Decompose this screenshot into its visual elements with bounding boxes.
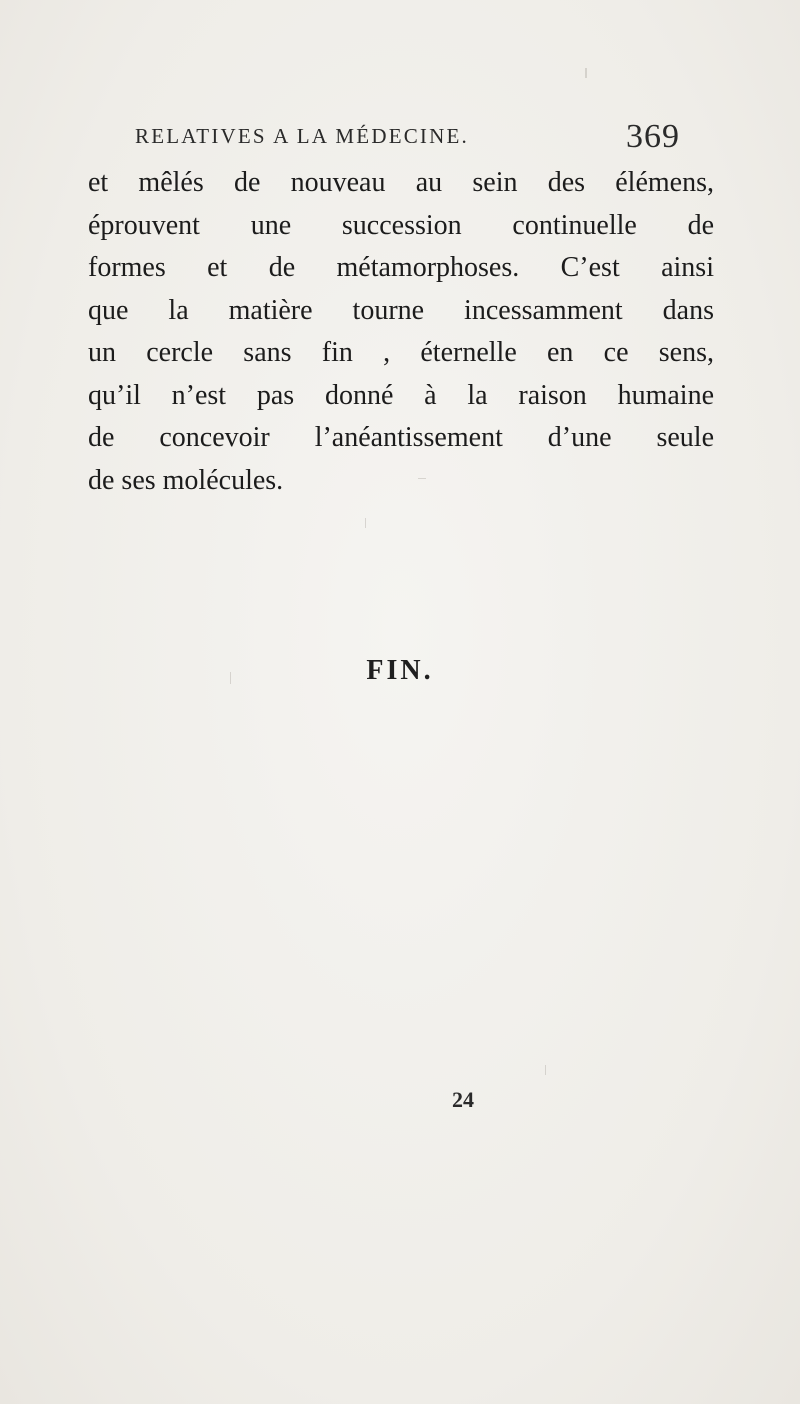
page-number: 369 (626, 118, 680, 155)
text-line: éprouvent une succession continuelle de (88, 209, 714, 241)
running-head (135, 118, 680, 158)
text-line: que la matière tourne incessamment dans (88, 294, 714, 326)
text-line: qu’il n’est pas donné à la raison humaine (88, 379, 714, 411)
text-line: et mêlés de nouveau au sein des élémens, (88, 167, 714, 198)
running-title: RELATIVES A LA MÉDECINE. (135, 124, 469, 148)
paper-fleck (418, 478, 426, 479)
body-paragraph (88, 162, 714, 502)
paper-fleck (230, 672, 231, 684)
text-line: un cercle sans fin , éternelle en ce sens, (88, 337, 714, 368)
paper-fleck (365, 518, 366, 528)
end-mark: FIN. (366, 655, 434, 686)
text-line: de concevoir l’anéantissement d’une seule (88, 422, 714, 453)
paper-fleck (585, 68, 587, 78)
signature-mark: 24 (452, 1087, 474, 1112)
text-line: de ses molécules. (88, 464, 284, 496)
paper-fleck (545, 1065, 546, 1075)
text-line: formes et de métamorphoses. C’est ainsi (88, 252, 714, 283)
